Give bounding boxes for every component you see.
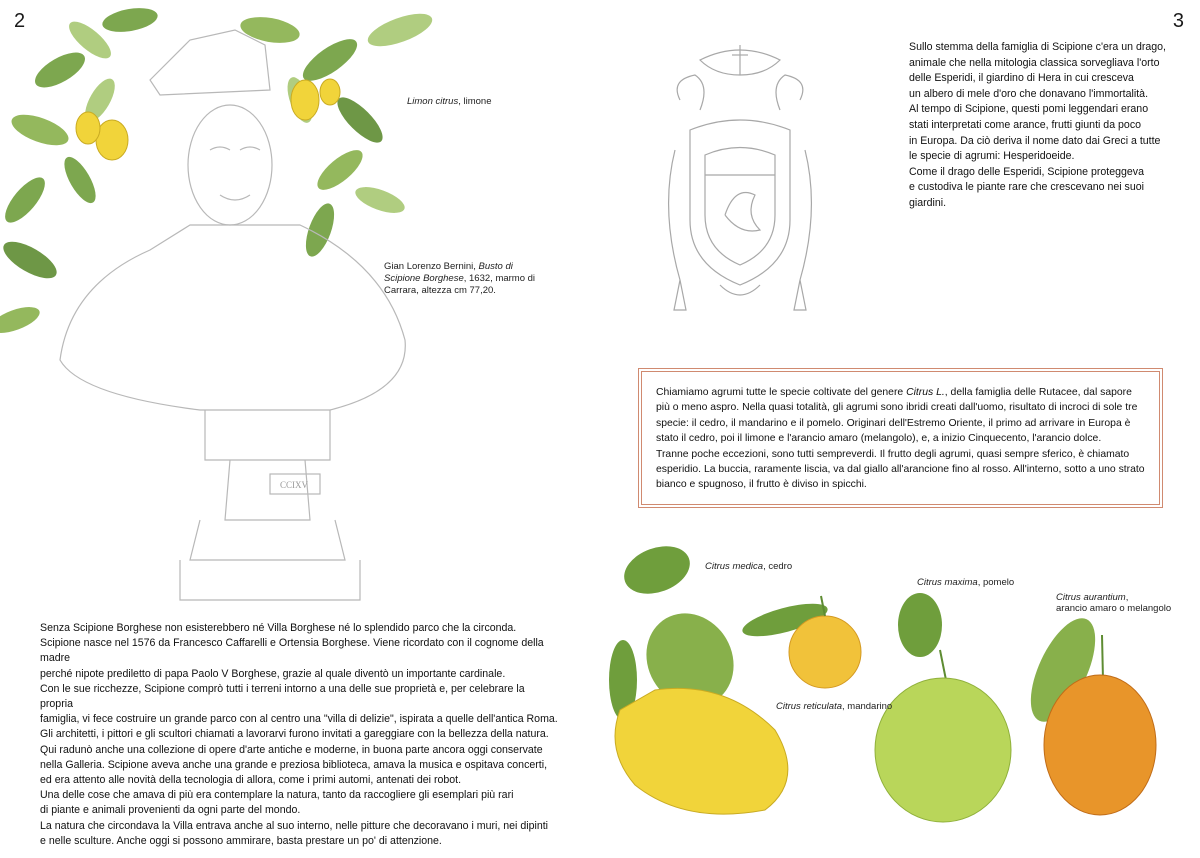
coat-of-arms-illustration (650, 40, 830, 315)
caption-maxima-common: , pomelo (977, 577, 1015, 588)
left-text-line: Una delle cose che amava di più era contemplare la natura, tanto da raccogliere gli esemplari più rari (40, 789, 514, 802)
caption-aurantium-latin: Citrus aurantium (1056, 592, 1126, 603)
caption-bust-title: Busto di Scipione Borghese (384, 261, 513, 284)
citrus-fruits-illustration (575, 540, 1195, 840)
caption-citrus-maxima (917, 577, 1014, 589)
left-text-line: perché nipote prediletto di papa Paolo V Borghese, grazie al quale diventò un importante cardinale. (40, 667, 506, 680)
left-text-line: e nelle sculture. Anche oggi si possono ammirare, basta prestare un po' di attenzione. (40, 834, 442, 847)
info-p1-b: , della famiglia delle Rutacee, dal sapore più o meno aspro. Nella quasi totalità, gli agrumi sono ibridi creati dall'uomo, risultato di incroci di sole tre specie: il cedro, il mandarino e il pomelo. Originari dell'Estremo Oriente, il primo ad arrivare in Europa è stato il cedro, poi il limone e l'arancio amaro (melangolo), e, a inizio Cinquecento, l'arancio dolce. (656, 387, 1138, 445)
info-p1-a: Chiamiamo agrumi tutte le specie coltivate del genere (656, 387, 907, 398)
caption-citrus-reticulata (776, 701, 892, 713)
citrus-medica-drawing (609, 540, 788, 814)
page-number-right: 3 (1172, 10, 1184, 32)
left-text-line: Senza Scipione Borghese non esisterebbero né Villa Borghese né lo splendido parco che la circonda. (40, 622, 517, 634)
caption-limon-latin: Limon citrus (407, 96, 459, 107)
right-text-line: le specie di agrumi: Hesperidoeide. (909, 150, 1075, 163)
left-text-line: Gli architetti, i pittori e gli scultori chiamati a lavorarvi furono invitati a gareggiare con la bellezza della natura. (40, 728, 549, 741)
bust-plinth-inscription: CCIXV (280, 480, 309, 490)
right-text-line: giardini. (909, 196, 947, 209)
info-p1-genus: Citrus L. (906, 387, 945, 398)
caption-citrus-aurantium (1056, 592, 1171, 614)
left-text-line: nella Galleria. Scipione aveva anche una grande e preziosa biblioteca, amava la musica e ospitava concerti, (40, 758, 548, 771)
left-text-line: ed era attento alle novità della tecnologia di allora, come i primi automi, antenati dei robot. (40, 774, 462, 787)
left-text-line: Con le sue ricchezze, Scipione comprò tutti i terreni intorno a una delle sue proprietà e, per celebrare la propria (40, 682, 525, 711)
left-text-line: di piante e animali provenienti da ogni parte del mondo. (40, 804, 301, 817)
left-page-text (40, 621, 560, 849)
lemon-tree-bust-illustration (0, 0, 480, 615)
caption-medica-common: , cedro (763, 561, 793, 572)
citrus-info-box (641, 371, 1160, 505)
caption-limon-common: , limone (458, 96, 492, 107)
right-text-line: e custodiva le piante rare che crescevano nei suoi (909, 181, 1144, 194)
right-text-line: un albero di mele d'oro che donavano l'immortalità. (909, 87, 1149, 100)
left-text-line: La natura che circondava la Villa entrava anche al suo interno, nelle pitture che decoravano i muri, nei dipinti (40, 819, 549, 832)
caption-maxima-latin: Citrus maxima (917, 577, 978, 588)
right-text-line: stati interpretati come arance, frutti giunti da poco (909, 118, 1142, 131)
caption-citrus-medica (705, 561, 792, 573)
right-text-line: Sullo stemma della famiglia di Scipione c'era un drago, (909, 41, 1166, 53)
caption-aurantium-common-2: arancio amaro o melangolo (1056, 603, 1172, 614)
citrus-aurantium-drawing (1018, 609, 1156, 815)
citrus-maxima-drawing (875, 593, 1011, 822)
caption-bust-details: , 1632, marmo di Carrara, altezza cm 77,20. (384, 273, 536, 296)
caption-reticulata-latin: Citrus reticulata (776, 701, 842, 712)
right-text-line: in Europa. Da ciò deriva il nome dato dai Greci a tutte (909, 134, 1161, 147)
left-text-line: Qui radunò anche una collezione di opere d'arte antiche e moderne, in buona parte ancora oggi conservate (40, 743, 543, 756)
caption-bust-author: Gian Lorenzo Bernini, (384, 261, 479, 272)
caption-reticulata-common: , mandarino (842, 701, 893, 712)
caption-bust (384, 261, 544, 297)
left-text-line: Scipione nasce nel 1576 da Francesco Caffarelli e Ortensia Borghese. Viene ricordato con il cognome della madre (40, 637, 544, 665)
right-text-line: animale che nella mitologia classica sorvegliava l'orto (909, 56, 1160, 69)
caption-aurantium-common: , (1125, 592, 1129, 603)
right-text-line: Al tempo di Scipione, questi pomi leggendari erano (909, 103, 1149, 116)
caption-limon (407, 96, 491, 108)
caption-medica-latin: Citrus medica (705, 561, 764, 572)
right-text-line: Come il drago delle Esperidi, Scipione proteggeva (909, 165, 1144, 178)
page-number-left: 2 (14, 10, 26, 32)
right-text-line: delle Esperidi, il giardino di Hera in cui cresceva (909, 72, 1134, 85)
info-box-paragraph-2: Tranne poche eccezioni, sono tutti sempreverdi. Il frutto degli agrumi, quasi sempre sferico, è chiamato esperidio. La buccia, raramente liscia, va dal giallo all'arancione fino al rosso. All'interno, sotto a uno strato bianco e spugnoso, il frutto è diviso in spicchi. (656, 448, 1145, 491)
right-page-text (909, 40, 1189, 212)
info-box-paragraph-1 (656, 385, 1145, 447)
lemon-fruits (76, 79, 340, 160)
citrus-reticulata-drawing (739, 596, 861, 688)
lemon-foliage (0, 4, 436, 338)
left-text-line: famiglia, vi fece costruire un grande parco con al centro una "villa di delizie", ispirata a quelle dell'antica Roma. (40, 713, 558, 726)
